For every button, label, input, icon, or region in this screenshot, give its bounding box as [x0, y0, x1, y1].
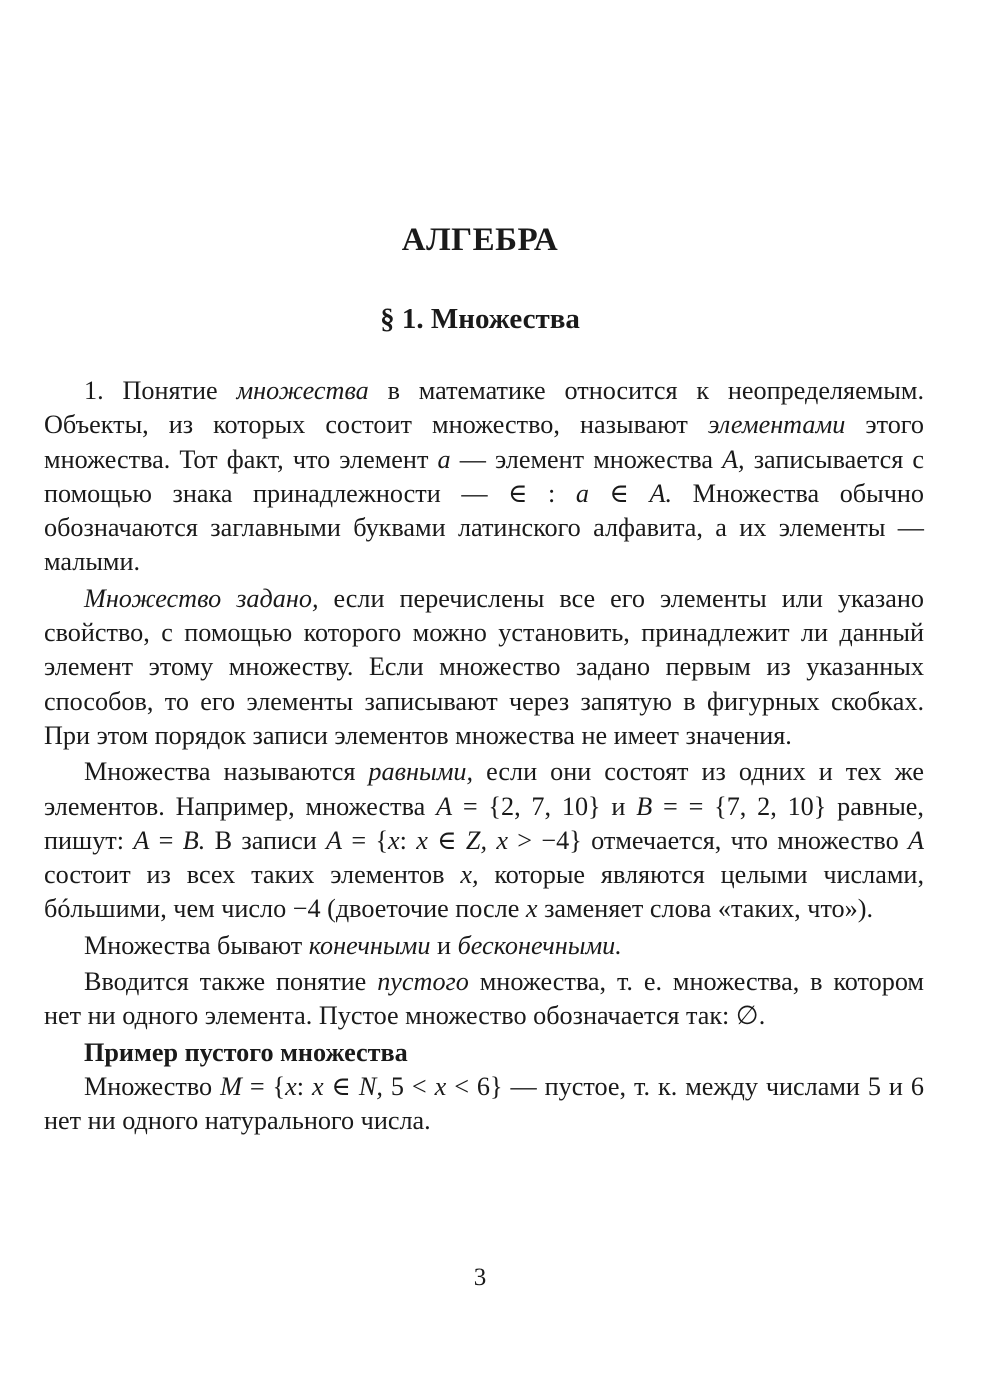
math-var: B.	[182, 825, 206, 855]
term-equal: равными,	[368, 757, 474, 787]
term-elements: элементами	[707, 410, 846, 440]
math-var: x	[416, 825, 428, 855]
text-run: :	[399, 825, 417, 855]
text-run: если перечислены все его элементы или указано свойство, с помощью которого можно установить, принадлежит ли данный элемент этому множеству. Если множество задано первым из указанных способов, то его элементы записывают через запятую в фигурных скобках. При этом порядок записи элементов множества не имеет значения.	[44, 583, 924, 750]
math-var: x	[525, 894, 538, 924]
text-run: Вводится также понятие	[84, 967, 378, 997]
example-subheading: Пример пустого множества	[84, 1037, 408, 1067]
math-var: x	[434, 1071, 447, 1101]
body-text	[44, 374, 924, 1139]
chapter-title: АЛГЕБРА	[401, 222, 559, 258]
math-var: x	[311, 1071, 324, 1101]
math-var: Z, x	[465, 825, 508, 855]
paragraph-finite	[44, 929, 924, 963]
text-run: = {2, 7, 10} и	[452, 791, 637, 821]
math-var: B	[636, 791, 653, 821]
text-run: 1. Понятие	[84, 376, 237, 405]
text-run: ∈	[588, 478, 650, 508]
page-number: 3	[473, 1264, 487, 1291]
text-run: заменяет слова «таких, что»).	[537, 894, 874, 924]
text-run: Множества называются	[84, 757, 369, 787]
paragraph-empty-set	[44, 965, 924, 1034]
term-set-given: Множество задано,	[84, 583, 319, 613]
text-run: состоит из всех таких элементов	[44, 860, 461, 890]
text-run: Множества бывают	[84, 930, 309, 960]
math-var: a	[437, 444, 451, 474]
math-var: x	[285, 1071, 297, 1101]
text-run: :	[296, 1071, 312, 1101]
math-var: x	[388, 825, 400, 855]
term-finite: конечными	[308, 930, 431, 960]
text-run: > −4} отмечается, что множество	[507, 825, 909, 855]
paragraph-set-given	[44, 582, 924, 753]
section-heading: § 1. Множества	[380, 303, 580, 335]
text-run: в математике относится к неопределяемым. Объекты, из которых состоит множество, называют	[44, 376, 925, 440]
text-run: =	[149, 825, 183, 855]
text-run: этого множества. Тот факт, что элемент	[44, 410, 924, 474]
text-run: В записи	[205, 825, 327, 855]
text-run: ∈	[323, 1071, 359, 1101]
text-run: = = {7, 2, 10} равные, пишут:	[44, 791, 924, 855]
math-var: x,	[460, 860, 479, 890]
paragraph-equal-sets	[44, 755, 924, 926]
paragraph-example	[44, 1070, 924, 1139]
math-var: a	[575, 478, 589, 508]
text-run: записывается с помощью знака принадлежности — ∈ :	[44, 444, 924, 508]
text-run: множества, т. е. множества, в котором нет ни одного элемента. Пустое множество обозначается так: ∅.	[44, 967, 924, 1031]
math-var: A	[436, 791, 453, 821]
text-run: — элемент множества	[450, 444, 723, 474]
math-var: A	[326, 825, 343, 855]
text-run: < 6} — пустое, т. к. между числами 5 и 6 нет ни одного натурального числа.	[44, 1071, 924, 1136]
text-run: и	[430, 930, 458, 960]
text-run: Множество	[84, 1071, 221, 1101]
paragraph-definition	[44, 374, 924, 580]
math-var: A.	[649, 478, 673, 508]
math-var: A	[908, 825, 925, 855]
math-var: A,	[722, 444, 745, 474]
text-run: = {	[342, 825, 389, 855]
term-infinite: бесконечными.	[457, 930, 622, 960]
text-run: Множества обычно обозначаются заглавными буквами латинского алфавита, а их элементы — малыми.	[44, 478, 924, 577]
math-var: M	[220, 1071, 242, 1101]
math-var: N,	[358, 1071, 383, 1101]
text-run: которые являются целыми числами, бóльшими, чем число −4 (двоеточие после	[44, 860, 924, 924]
term-empty: пустого	[377, 967, 469, 997]
text-run: = {	[241, 1071, 286, 1101]
text-run: если они состоят из одних и тех же элементов. Например, множества	[44, 757, 924, 821]
text-run: ∈	[427, 825, 466, 855]
math-var: A	[133, 825, 150, 855]
text-run: 5 <	[382, 1071, 435, 1101]
term-sets: множества	[236, 376, 369, 405]
